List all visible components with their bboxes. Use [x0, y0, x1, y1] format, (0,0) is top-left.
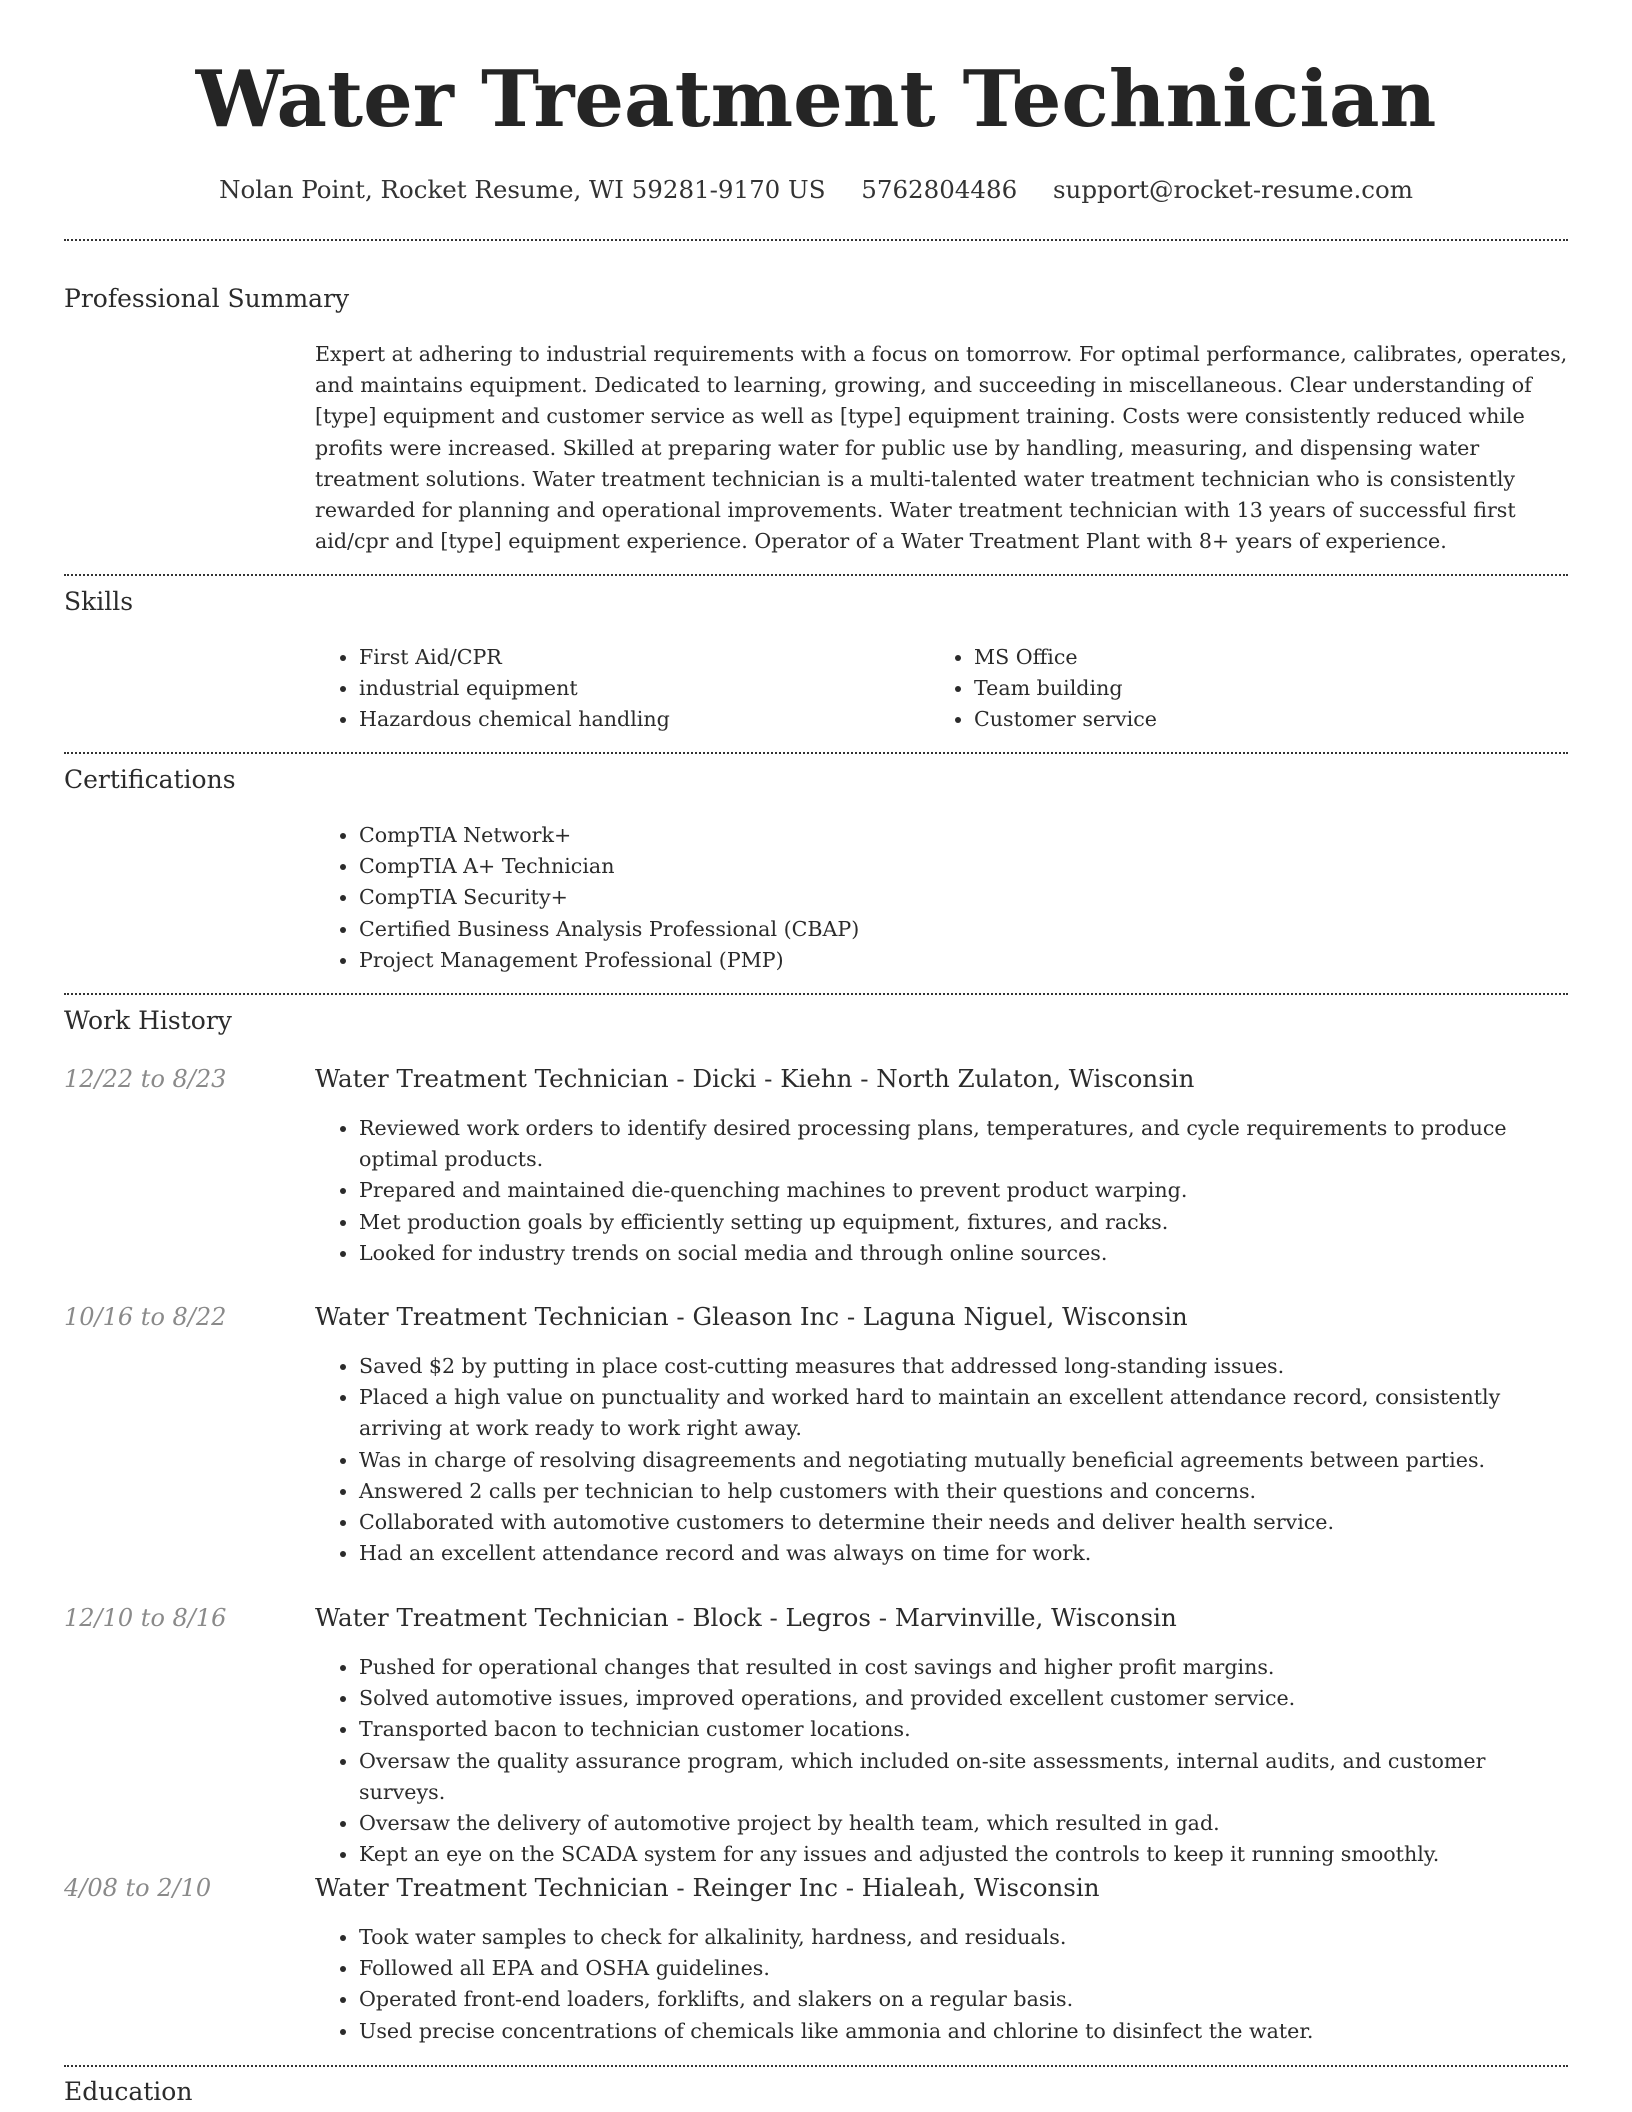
- job-bullets: [315, 1351, 1568, 1569]
- skill-item: • First Aid/CPR: [359, 642, 919, 673]
- section-divider: [64, 993, 1568, 995]
- job-dates: 12/10 to 8/16: [64, 1604, 227, 1632]
- skill-item: • Hazardous chemical handling: [359, 704, 919, 735]
- certifications-list: [315, 820, 1559, 976]
- job-bullet: • Looked for industry trends on social media and through online sources.: [359, 1238, 1568, 1269]
- skills-heading: Skills: [64, 587, 134, 616]
- job-bullet: • Was in charge of resolving disagreements and negotiating mutually beneficial agreements between parties.: [359, 1445, 1568, 1476]
- work-history-heading: Work History: [64, 1006, 232, 1035]
- job-bullets: [315, 1652, 1568, 1870]
- summary-text: Expert at adhering to industrial requirements with a focus on tomorrow. For optimal performance, calibrates, operates, and maintains equipment. Dedicated to learning, growing, and succeeding in miscellaneous. Clear understanding of [type] equipment and customer service as well as [type] equipment training. Costs were consistently reduced while profits were increased. Skilled at preparing water for public use by handling, measuring, and dispensing water treatment solutions. Water treatment technician is a multi-talented water treatment technician who is consistently rewarded for planning and operational improvements. Water treatment technician with 13 years of successful first aid/cpr and [type] equipment experience. Operator of a Water Treatment Plant with 8+ years of experience.: [315, 342, 1568, 554]
- skill-item: • Customer service: [974, 704, 1574, 735]
- job-bullet: • Prepared and maintained die-quenching machines to prevent product warping.: [359, 1175, 1568, 1206]
- job-bullet: • Pushed for operational changes that resulted in cost savings and higher profit margins.: [359, 1652, 1568, 1683]
- skill-item: • industrial equipment: [359, 673, 919, 704]
- job-heading: Water Treatment Technician - Gleason Inc - Laguna Niguel, Wisconsin: [315, 1302, 1188, 1331]
- certifications-heading: Certifications: [64, 765, 236, 794]
- certification-item: • Project Management Professional (PMP): [359, 945, 1559, 976]
- job-bullet: • Solved automotive issues, improved operations, and provided excellent customer service.: [359, 1683, 1568, 1714]
- job-dates: 10/16 to 8/22: [64, 1303, 227, 1331]
- job-bullet: • Transported bacon to technician customer locations.: [359, 1714, 1568, 1745]
- certification-item: • CompTIA A+ Technician: [359, 851, 1559, 882]
- resume-header: [0, 0, 1632, 206]
- job-bullet: • Collaborated with automotive customers to determine their needs and deliver health service.: [359, 1507, 1568, 1538]
- education-heading: Education: [64, 2077, 193, 2106]
- job-bullets: [315, 1922, 1568, 2047]
- job-bullet: • Followed all EPA and OSHA guidelines.: [359, 1953, 1568, 1984]
- summary-heading: Professional Summary: [64, 284, 350, 313]
- section-divider: [64, 2065, 1568, 2067]
- job-bullet: • Kept an eye on the SCADA system for any issues and adjusted the controls to keep it running smoothly.: [359, 1839, 1568, 1870]
- certification-item: • CompTIA Security+: [359, 882, 1559, 913]
- job-bullet: • Oversaw the quality assurance program, which included on-site assessments, internal audits, and customer surveys.: [359, 1746, 1568, 1808]
- job-bullet: • Used precise concentrations of chemicals like ammonia and chlorine to disinfect the water.: [359, 2016, 1568, 2047]
- certification-item: • Certified Business Analysis Professional (CBAP): [359, 914, 1559, 945]
- job-bullet: • Answered 2 calls per technician to help customers with their questions and concerns.: [359, 1476, 1568, 1507]
- job-bullet: • Met production goals by efficiently setting up equipment, fixtures, and racks.: [359, 1207, 1568, 1238]
- skills-list-right: [930, 642, 1574, 736]
- section-divider: [64, 752, 1568, 754]
- job-bullet: • Had an excellent attendance record and was always on time for work.: [359, 1538, 1568, 1569]
- job-heading: Water Treatment Technician - Dicki - Kiehn - North Zulaton, Wisconsin: [315, 1064, 1195, 1093]
- contact-address: Nolan Point, Rocket Resume, WI 59281-9170 US: [219, 175, 826, 204]
- job-bullet: • Placed a high value on punctuality and worked hard to maintain an excellent attendance record, consistently arriving at work ready to work right away.: [359, 1382, 1568, 1444]
- job-dates: 12/22 to 8/23: [64, 1065, 227, 1093]
- contact-email: support@rocket-resume.com: [1052, 175, 1413, 204]
- contact-line: [0, 174, 1632, 206]
- section-divider: [64, 239, 1568, 241]
- job-heading: Water Treatment Technician - Reinger Inc - Hialeah, Wisconsin: [315, 1873, 1100, 1902]
- job-bullet: • Reviewed work orders to identify desired processing plans, temperatures, and cycle requirements to produce optimal products.: [359, 1113, 1568, 1175]
- job-bullet: • Took water samples to check for alkalinity, hardness, and residuals.: [359, 1922, 1568, 1953]
- skill-item: • Team building: [974, 673, 1574, 704]
- job-bullet: • Saved $2 by putting in place cost-cutting measures that addressed long-standing issues.: [359, 1351, 1568, 1382]
- job-bullet: • Operated front-end loaders, forklifts, and slakers on a regular basis.: [359, 1984, 1568, 2015]
- skill-item: • MS Office: [974, 642, 1574, 673]
- job-bullets: [315, 1113, 1568, 1269]
- job-dates: 4/08 to 2/10: [64, 1874, 212, 1902]
- section-divider: [64, 574, 1568, 576]
- contact-phone: 5762804486: [861, 175, 1018, 204]
- skills-list-left: [315, 642, 919, 736]
- job-heading: Water Treatment Technician - Block - Legros - Marvinville, Wisconsin: [315, 1603, 1177, 1632]
- candidate-name: Water Treatment Technician: [195, 54, 1437, 145]
- job-bullet: • Oversaw the delivery of automotive project by health team, which resulted in gad.: [359, 1808, 1568, 1839]
- certification-item: • CompTIA Network+: [359, 820, 1559, 851]
